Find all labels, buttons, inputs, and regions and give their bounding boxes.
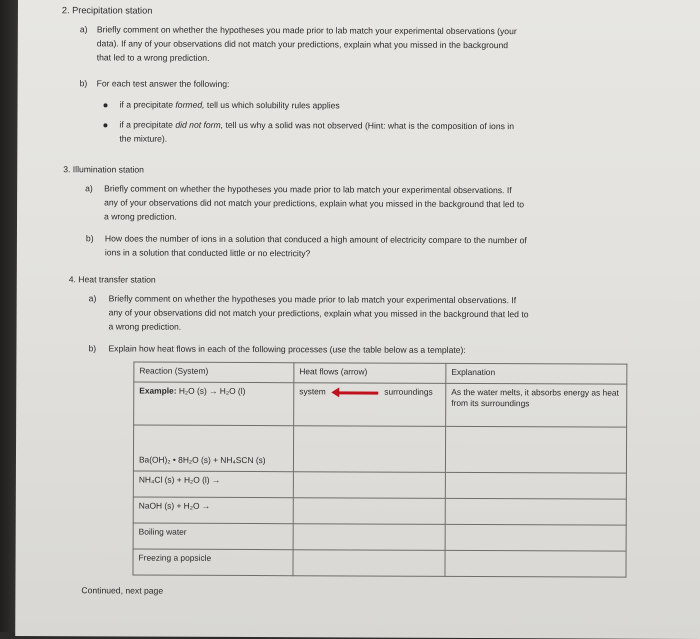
q4-a-line-1: Briefly comment on whether the hypotheses you made prior to lab match your experimental observations. If: [108, 293, 517, 306]
footer-continued: Continued, next page: [81, 585, 164, 596]
reaction-cell: Ba(OH)₂ • 8H₂O (s) + NH₄SCN (s): [133, 425, 293, 472]
example-reaction-cell: Example: H₂O (s) → H₂O (l): [134, 382, 294, 426]
q2-a-line-3: that led to a wrong prediction.: [96, 52, 210, 63]
heat-flow-table: [132, 362, 627, 578]
explanation-cell[interactable]: [445, 524, 626, 551]
heat-cell[interactable]: [293, 524, 445, 551]
table-header-row: [134, 362, 627, 384]
table-row: [133, 471, 626, 499]
example-row: [134, 382, 627, 427]
bullet-dot: [104, 103, 108, 107]
heat-cell[interactable]: [293, 426, 445, 473]
explanation-cell[interactable]: [445, 498, 626, 525]
header-explanation: Explanation: [446, 363, 627, 384]
table-row: [133, 497, 626, 525]
q2-bullet-2-line-2: the mixture).: [119, 133, 168, 144]
q3-a-line-1: Briefly comment on whether the hypotheses you made prior to lab match your experimental observations. If: [104, 183, 512, 196]
table-row: [133, 425, 626, 473]
q4-b-text: Explain how heat flows in each of the following processes (use the table below as a template):: [108, 343, 466, 355]
q2-b-label: b): [79, 78, 88, 89]
q2-a-line-2: data). If any of your observations did not match your predictions, explain what you missed in the background: [96, 38, 509, 51]
heat-cell[interactable]: [293, 472, 445, 499]
q4-a-line-2: any of your observations did not match your predictions, explain what you missed in the background that led to: [108, 307, 529, 320]
explanation-cell[interactable]: [445, 472, 626, 499]
example-system: system: [299, 386, 326, 397]
worksheet-page: [15, 0, 700, 639]
explanation-cell[interactable]: [445, 426, 626, 473]
reaction-cell: Freezing a popsicle: [133, 549, 293, 576]
q4-a-label: a): [88, 293, 97, 304]
example-heat-cell: [294, 383, 446, 427]
reaction-cell: NaOH (s) + H₂O →: [133, 497, 293, 524]
q2-a-line-1: Briefly comment on whether the hypotheses you made prior to lab match your experimental observations (your: [96, 24, 517, 37]
q4-title: 4. Heat transfer station: [68, 274, 156, 285]
heat-cell[interactable]: [293, 550, 445, 577]
q4-b-label: b): [88, 343, 97, 354]
reaction-cell: NH₄Cl (s) + H₂O (l) →: [133, 471, 293, 498]
q2-bullet-1: if a precipitate formed, tell us which solubility rules applies: [119, 99, 340, 111]
q2-a-label: a): [79, 24, 88, 35]
explanation-cell[interactable]: [445, 550, 626, 577]
left-arrow-icon: [338, 391, 378, 394]
q2-b-text: For each test answer the following:: [96, 78, 230, 89]
example-explanation: As the water melts, it absorbs energy as heat from its surroundings: [446, 383, 627, 427]
q3-title: 3. Illumination station: [63, 164, 145, 175]
q4-a-line-3: a wrong prediction.: [108, 321, 182, 332]
bullet-dot: [103, 123, 107, 127]
q3-b-line-1: How does the number of ions in a solution that conduced a high amount of electricity compare to the number of: [104, 233, 527, 246]
header-reaction: Reaction (System): [134, 362, 294, 383]
q2-bullet-2: if a precipitate did not form, tell us why a solid was not observed (Hint: what is the composition of ions in: [119, 119, 515, 132]
q3-a-line-3: a wrong prediction.: [104, 211, 177, 222]
q3-b-label: b): [85, 233, 94, 244]
q3-b-line-2: ions in a solution that conducted little or no electricity?: [104, 247, 311, 259]
q3-a-line-2: any of your observations did not match your predictions, explain what you missed in the background that led to: [104, 197, 525, 210]
example-surroundings: surroundings: [384, 386, 433, 397]
header-heat-flows: Heat flows (arrow): [294, 363, 446, 384]
q2-title: 2. Precipitation station: [61, 5, 153, 16]
q3-a-label: a): [85, 183, 93, 194]
table-row: [133, 523, 626, 551]
table-row: [133, 549, 626, 577]
heat-cell[interactable]: [293, 498, 445, 525]
reaction-cell: Boiling water: [133, 523, 293, 550]
